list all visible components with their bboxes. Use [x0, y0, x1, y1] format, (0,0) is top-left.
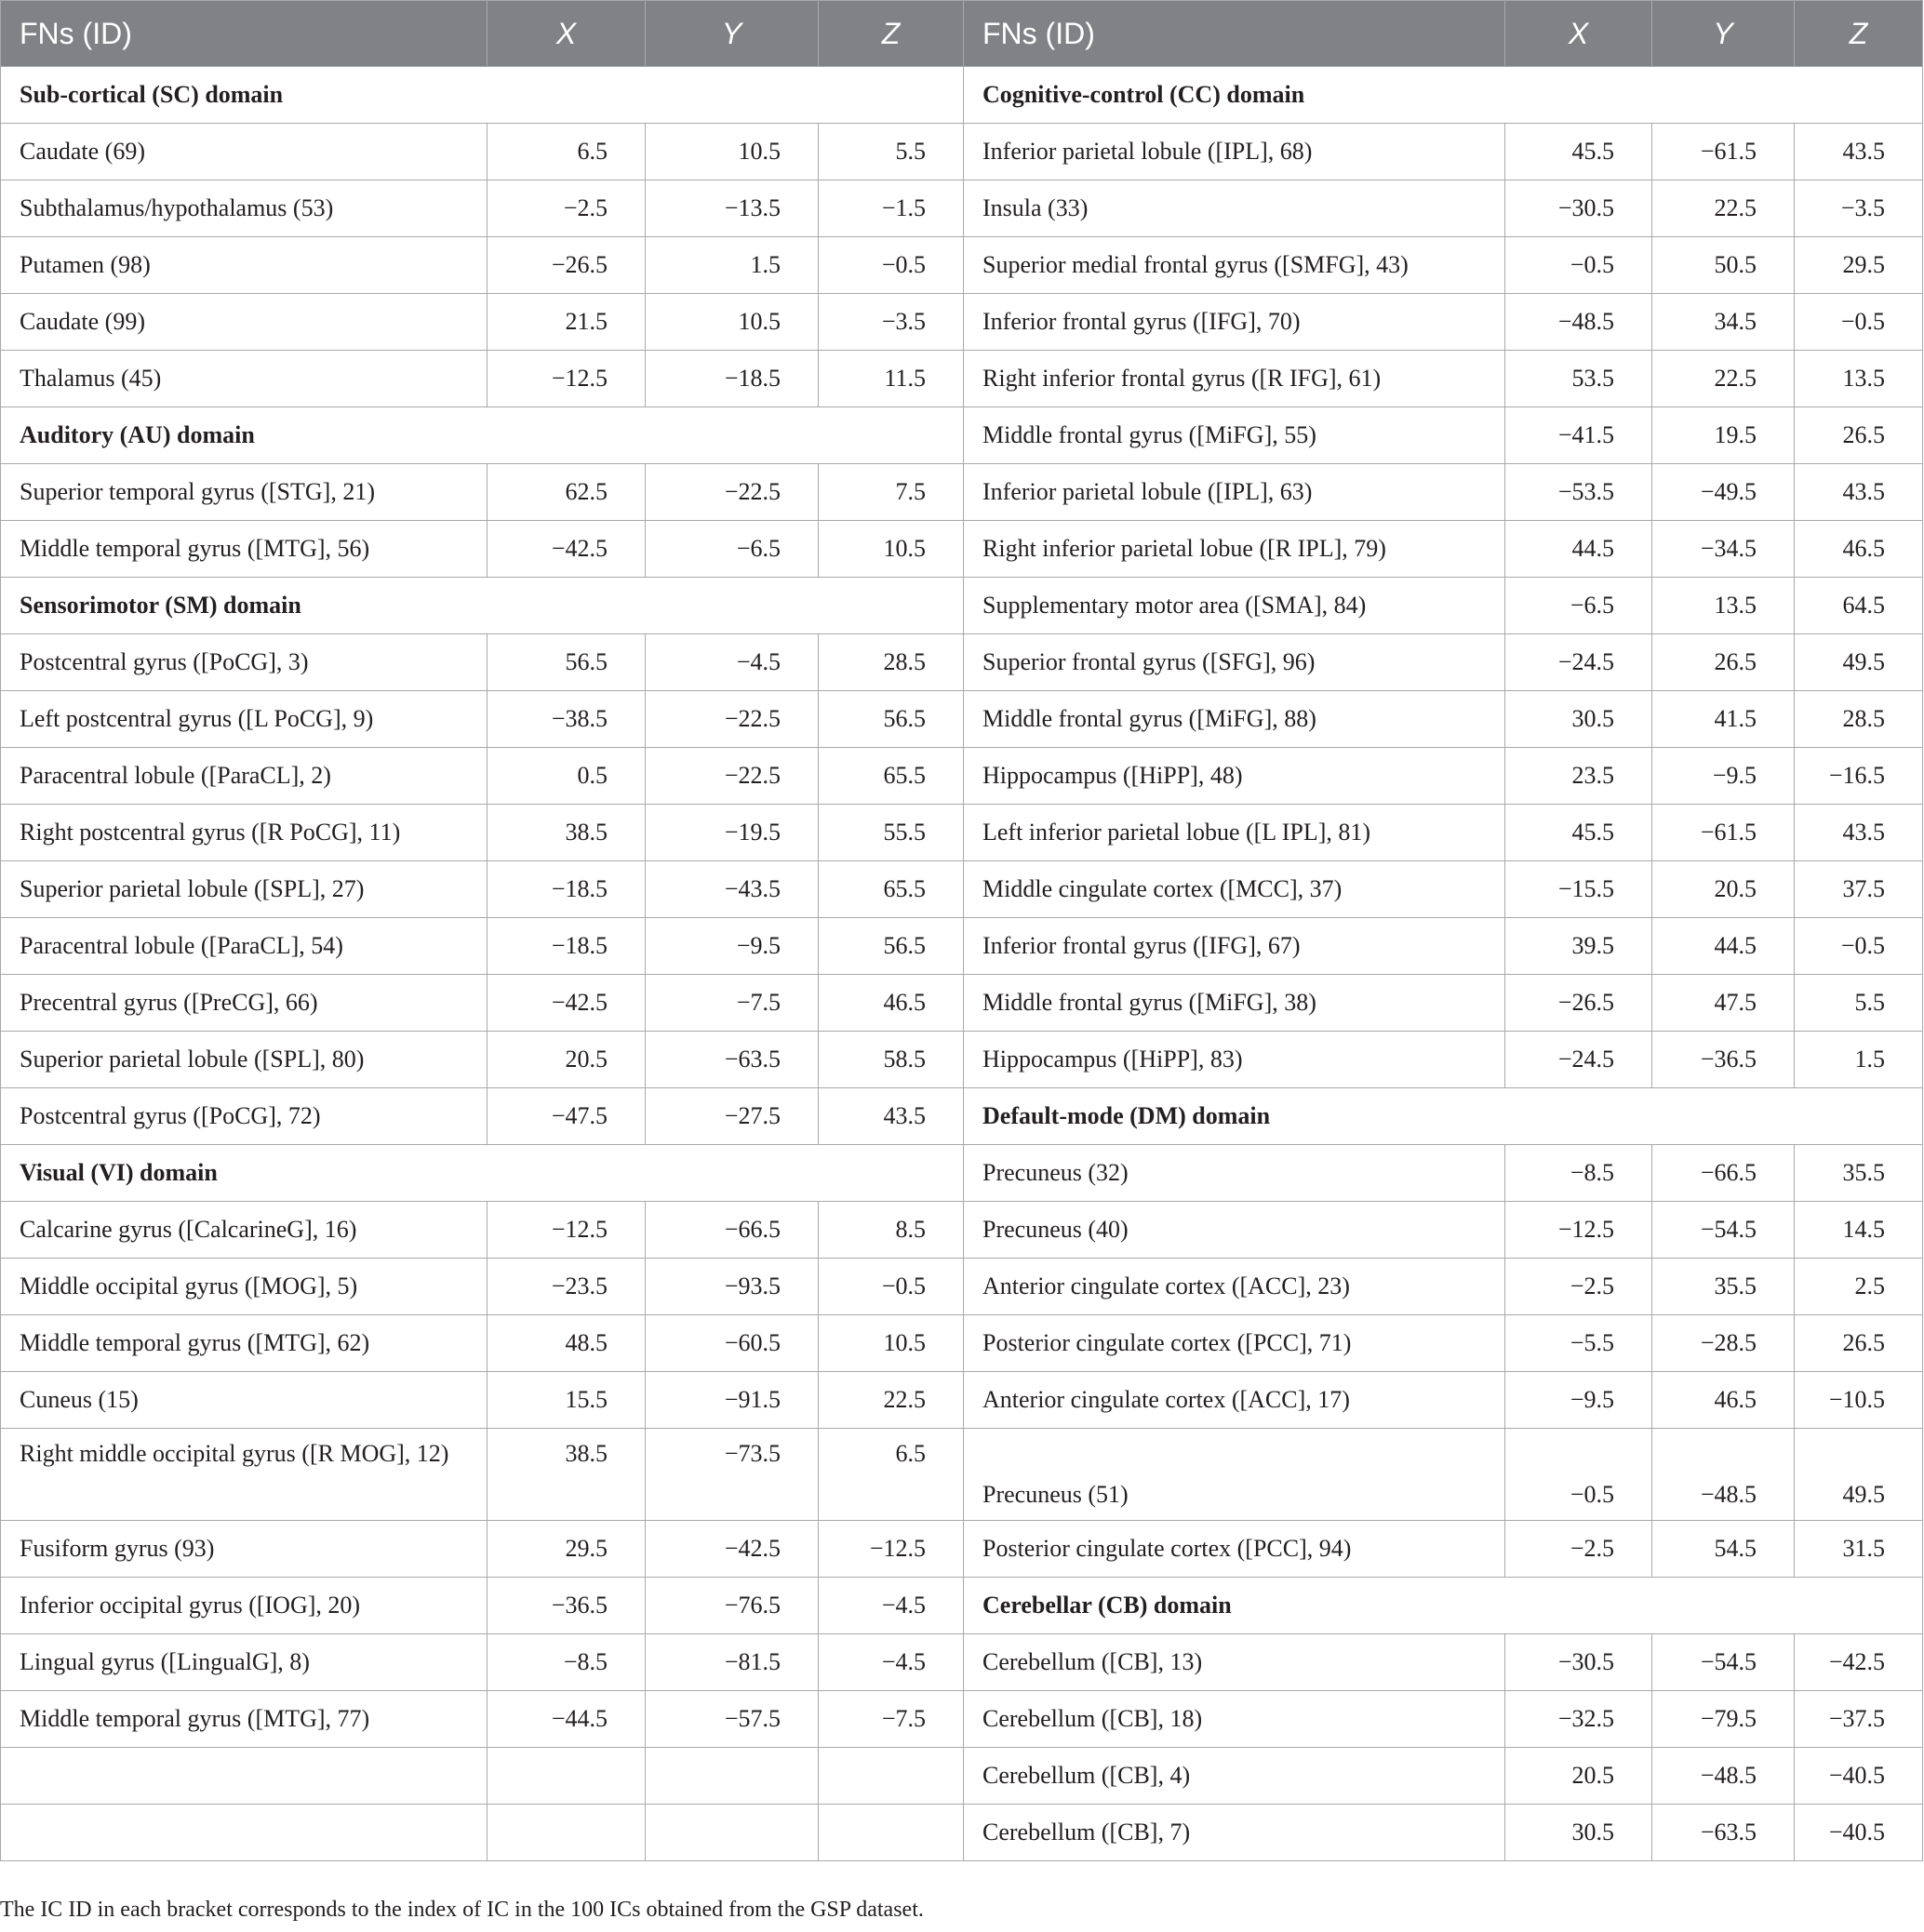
x-cell: −42.5 — [488, 521, 646, 578]
table-row — [1, 861, 1923, 918]
fn-name-cell: Fusiform gyrus (93) — [1, 1521, 488, 1578]
x-cell: −12.5 — [488, 351, 646, 407]
fn-name-cell: Right middle occipital gyrus ([R MOG], 12) — [1, 1429, 488, 1521]
x-cell: −38.5 — [488, 691, 646, 748]
x-cell: −24.5 — [1505, 634, 1652, 691]
table-footnote: The IC ID in each bracket corresponds to the index of IC in the 100 ICs obtained from the GSP dataset. — [0, 1898, 924, 1922]
x-cell: −44.5 — [488, 1691, 646, 1748]
y-cell: −43.5 — [646, 861, 819, 918]
y-cell: 26.5 — [1652, 634, 1795, 691]
header-fns-left: FNs (ID) — [1, 1, 488, 67]
x-cell — [488, 1805, 646, 1861]
table-row — [1, 464, 1923, 521]
table-row — [1, 634, 1923, 691]
fn-name-cell: Posterior cingulate cortex ([PCC], 94) — [964, 1521, 1505, 1578]
z-cell: 2.5 — [1795, 1259, 1923, 1315]
x-cell: −36.5 — [488, 1578, 646, 1634]
x-cell: 62.5 — [488, 464, 646, 521]
table-row — [1, 1202, 1923, 1259]
z-cell: −0.5 — [1795, 294, 1923, 351]
z-cell: 49.5 — [1795, 634, 1923, 691]
y-cell: −61.5 — [1652, 805, 1795, 861]
x-cell: −8.5 — [488, 1634, 646, 1691]
z-cell: −40.5 — [1795, 1748, 1923, 1805]
header-x-left: X — [488, 1, 646, 67]
table-row — [1, 1145, 1923, 1202]
table-row — [1, 805, 1923, 861]
fn-name-cell: Lingual gyrus ([LingualG], 8) — [1, 1634, 488, 1691]
z-cell: −3.5 — [1795, 180, 1923, 237]
y-cell: −63.5 — [1652, 1805, 1795, 1861]
table-row — [1, 691, 1923, 748]
fn-name-cell: Calcarine gyrus ([CalcarineG], 16) — [1, 1202, 488, 1259]
y-cell: −6.5 — [646, 521, 819, 578]
z-cell: −12.5 — [819, 1521, 964, 1578]
x-cell: 56.5 — [488, 634, 646, 691]
domain-heading: Auditory (AU) domain — [1, 407, 964, 464]
fn-name-cell: Precentral gyrus ([PreCG], 66) — [1, 975, 488, 1032]
fn-name-cell — [1, 1805, 488, 1861]
fn-name-cell: Paracentral lobule ([ParaCL], 54) — [1, 918, 488, 975]
domain-heading: Default-mode (DM) domain — [964, 1088, 1923, 1145]
fn-name-cell: Middle temporal gyrus ([MTG], 62) — [1, 1315, 488, 1372]
fn-name-cell: Precuneus (51) — [964, 1429, 1505, 1521]
y-cell: −48.5 — [1652, 1748, 1795, 1805]
table-row — [1, 521, 1923, 578]
fn-name-cell: Left postcentral gyrus ([L PoCG], 9) — [1, 691, 488, 748]
z-cell: 5.5 — [1795, 975, 1923, 1032]
x-cell: −26.5 — [1505, 975, 1652, 1032]
z-cell: 64.5 — [1795, 578, 1923, 634]
domain-heading: Sub-cortical (SC) domain — [1, 67, 964, 124]
fn-name-cell: Middle cingulate cortex ([MCC], 37) — [964, 861, 1505, 918]
fn-name-cell: Precuneus (32) — [964, 1145, 1505, 1202]
x-cell: −12.5 — [488, 1202, 646, 1259]
y-cell: −34.5 — [1652, 521, 1795, 578]
fn-name-cell: Right inferior frontal gyrus ([R IFG], 61) — [964, 351, 1505, 407]
x-cell: 20.5 — [488, 1032, 646, 1088]
z-cell: 8.5 — [819, 1202, 964, 1259]
z-cell — [819, 1805, 964, 1861]
y-cell: −4.5 — [646, 634, 819, 691]
y-cell: −76.5 — [646, 1578, 819, 1634]
x-cell: 44.5 — [1505, 521, 1652, 578]
z-cell: −7.5 — [819, 1691, 964, 1748]
fn-name-cell: Postcentral gyrus ([PoCG], 72) — [1, 1088, 488, 1145]
y-cell: −60.5 — [646, 1315, 819, 1372]
table-row — [1, 1429, 1923, 1521]
y-cell: −57.5 — [646, 1691, 819, 1748]
z-cell: 46.5 — [1795, 521, 1923, 578]
z-cell: 7.5 — [819, 464, 964, 521]
y-cell: −49.5 — [1652, 464, 1795, 521]
table-row — [1, 1578, 1923, 1634]
z-cell: 10.5 — [819, 1315, 964, 1372]
z-cell: 26.5 — [1795, 407, 1923, 464]
z-cell: 13.5 — [1795, 351, 1923, 407]
y-cell: 22.5 — [1652, 180, 1795, 237]
y-cell: −9.5 — [646, 918, 819, 975]
table-row — [1, 351, 1923, 407]
y-cell: 44.5 — [1652, 918, 1795, 975]
x-cell: −30.5 — [1505, 180, 1652, 237]
x-cell: −23.5 — [488, 1259, 646, 1315]
fn-name-cell: Inferior frontal gyrus ([IFG], 67) — [964, 918, 1505, 975]
z-cell: −0.5 — [819, 237, 964, 294]
header-fns-right: FNs (ID) — [964, 1, 1505, 67]
z-cell: 65.5 — [819, 748, 964, 805]
x-cell: 0.5 — [488, 748, 646, 805]
x-cell: 45.5 — [1505, 124, 1652, 180]
fn-name-cell: Middle temporal gyrus ([MTG], 77) — [1, 1691, 488, 1748]
x-cell: 23.5 — [1505, 748, 1652, 805]
y-cell: −66.5 — [646, 1202, 819, 1259]
table-row — [1, 975, 1923, 1032]
header-row — [1, 1, 1923, 67]
x-cell: −42.5 — [488, 975, 646, 1032]
x-cell: 15.5 — [488, 1372, 646, 1429]
table-row — [1, 180, 1923, 237]
z-cell: 11.5 — [819, 351, 964, 407]
table-row — [1, 748, 1923, 805]
x-cell — [488, 1748, 646, 1805]
z-cell: 55.5 — [819, 805, 964, 861]
y-cell: −9.5 — [1652, 748, 1795, 805]
y-cell: −13.5 — [646, 180, 819, 237]
fn-name-cell: Cerebellum ([CB], 4) — [964, 1748, 1505, 1805]
fn-name-cell: Inferior occipital gyrus ([IOG], 20) — [1, 1578, 488, 1634]
fn-name-cell: Caudate (99) — [1, 294, 488, 351]
header-z-right: Z — [1795, 1, 1923, 67]
x-cell: −24.5 — [1505, 1032, 1652, 1088]
x-cell: −26.5 — [488, 237, 646, 294]
z-cell: 28.5 — [819, 634, 964, 691]
z-cell: 46.5 — [819, 975, 964, 1032]
z-cell: 6.5 — [819, 1429, 964, 1521]
z-cell: 22.5 — [819, 1372, 964, 1429]
table-row — [1, 407, 1923, 464]
table-row — [1, 1032, 1923, 1088]
fn-name-cell: Hippocampus ([HiPP], 48) — [964, 748, 1505, 805]
x-cell: −18.5 — [488, 861, 646, 918]
y-cell: −27.5 — [646, 1088, 819, 1145]
fn-name-cell: Subthalamus/hypothalamus (53) — [1, 180, 488, 237]
header-y-right: Y — [1652, 1, 1795, 67]
z-cell: 43.5 — [819, 1088, 964, 1145]
y-cell: −36.5 — [1652, 1032, 1795, 1088]
y-cell — [646, 1748, 819, 1805]
y-cell: −54.5 — [1652, 1202, 1795, 1259]
x-cell: −5.5 — [1505, 1315, 1652, 1372]
y-cell: −63.5 — [646, 1032, 819, 1088]
y-cell: −54.5 — [1652, 1634, 1795, 1691]
z-cell: −4.5 — [819, 1634, 964, 1691]
domain-heading: Cerebellar (CB) domain — [964, 1578, 1923, 1634]
y-cell: 22.5 — [1652, 351, 1795, 407]
y-cell: −93.5 — [646, 1259, 819, 1315]
x-cell: −0.5 — [1505, 237, 1652, 294]
table-row — [1, 1521, 1923, 1578]
domain-heading: Visual (VI) domain — [1, 1145, 964, 1202]
z-cell: −0.5 — [1795, 918, 1923, 975]
fn-name-cell: Middle frontal gyrus ([MiFG], 88) — [964, 691, 1505, 748]
fn-name-cell: Left inferior parietal lobue ([L IPL], 81) — [964, 805, 1505, 861]
table-row — [1, 124, 1923, 180]
z-cell: 58.5 — [819, 1032, 964, 1088]
x-cell: −41.5 — [1505, 407, 1652, 464]
fn-name-cell: Insula (33) — [964, 180, 1505, 237]
fn-name-cell: Inferior parietal lobule ([IPL], 63) — [964, 464, 1505, 521]
z-cell: 43.5 — [1795, 464, 1923, 521]
z-cell: 65.5 — [819, 861, 964, 918]
fn-name-cell: Posterior cingulate cortex ([PCC], 71) — [964, 1315, 1505, 1372]
x-cell: 29.5 — [488, 1521, 646, 1578]
fn-name-cell: Anterior cingulate cortex ([ACC], 17) — [964, 1372, 1505, 1429]
x-cell: −0.5 — [1505, 1429, 1652, 1521]
fn-name-cell: Cerebellum ([CB], 18) — [964, 1691, 1505, 1748]
domain-heading: Sensorimotor (SM) domain — [1, 578, 964, 634]
fn-name-cell: Inferior parietal lobule ([IPL], 68) — [964, 124, 1505, 180]
y-cell: −7.5 — [646, 975, 819, 1032]
fn-name-cell: Putamen (98) — [1, 237, 488, 294]
x-cell: 21.5 — [488, 294, 646, 351]
table-row — [1, 237, 1923, 294]
y-cell: −22.5 — [646, 464, 819, 521]
z-cell: 31.5 — [1795, 1521, 1923, 1578]
y-cell: −19.5 — [646, 805, 819, 861]
table-row — [1, 1748, 1923, 1805]
table-row — [1, 578, 1923, 634]
y-cell: −28.5 — [1652, 1315, 1795, 1372]
fn-name-cell: Superior parietal lobule ([SPL], 80) — [1, 1032, 488, 1088]
fn-name-cell: Superior temporal gyrus ([STG], 21) — [1, 464, 488, 521]
z-cell: −0.5 — [819, 1259, 964, 1315]
z-cell: −1.5 — [819, 180, 964, 237]
x-cell: −12.5 — [1505, 1202, 1652, 1259]
x-cell: −6.5 — [1505, 578, 1652, 634]
x-cell: −18.5 — [488, 918, 646, 975]
z-cell: 10.5 — [819, 521, 964, 578]
y-cell: 34.5 — [1652, 294, 1795, 351]
y-cell: 13.5 — [1652, 578, 1795, 634]
fn-name-cell: Postcentral gyrus ([PoCG], 3) — [1, 634, 488, 691]
z-cell: 56.5 — [819, 691, 964, 748]
y-cell: −48.5 — [1652, 1429, 1795, 1521]
x-cell: −47.5 — [488, 1088, 646, 1145]
z-cell: 43.5 — [1795, 124, 1923, 180]
z-cell: 35.5 — [1795, 1145, 1923, 1202]
z-cell — [819, 1748, 964, 1805]
table-row — [1, 1634, 1923, 1691]
header-x-right: X — [1505, 1, 1652, 67]
y-cell: −18.5 — [646, 351, 819, 407]
z-cell: 56.5 — [819, 918, 964, 975]
table-row — [1, 1315, 1923, 1372]
x-cell: 53.5 — [1505, 351, 1652, 407]
fn-name-cell: Middle frontal gyrus ([MiFG], 38) — [964, 975, 1505, 1032]
fn-name-cell: Inferior frontal gyrus ([IFG], 70) — [964, 294, 1505, 351]
y-cell: 41.5 — [1652, 691, 1795, 748]
x-cell: −2.5 — [1505, 1259, 1652, 1315]
y-cell: 54.5 — [1652, 1521, 1795, 1578]
z-cell: −3.5 — [819, 294, 964, 351]
z-cell: 28.5 — [1795, 691, 1923, 748]
z-cell: 1.5 — [1795, 1032, 1923, 1088]
z-cell: −42.5 — [1795, 1634, 1923, 1691]
z-cell: 29.5 — [1795, 237, 1923, 294]
y-cell: −42.5 — [646, 1521, 819, 1578]
y-cell: 46.5 — [1652, 1372, 1795, 1429]
x-cell: 48.5 — [488, 1315, 646, 1372]
y-cell: −22.5 — [646, 748, 819, 805]
z-cell: 5.5 — [819, 124, 964, 180]
x-cell: −8.5 — [1505, 1145, 1652, 1202]
z-cell: −10.5 — [1795, 1372, 1923, 1429]
fn-name-cell: Hippocampus ([HiPP], 83) — [964, 1032, 1505, 1088]
x-cell: 30.5 — [1505, 1805, 1652, 1861]
y-cell: 50.5 — [1652, 237, 1795, 294]
fn-name-cell: Cuneus (15) — [1, 1372, 488, 1429]
x-cell: 30.5 — [1505, 691, 1652, 748]
fn-name-cell: Middle occipital gyrus ([MOG], 5) — [1, 1259, 488, 1315]
y-cell: 47.5 — [1652, 975, 1795, 1032]
fn-name-cell: Middle frontal gyrus ([MiFG], 55) — [964, 407, 1505, 464]
fn-name-cell: Anterior cingulate cortex ([ACC], 23) — [964, 1259, 1505, 1315]
fn-name-cell: Superior frontal gyrus ([SFG], 96) — [964, 634, 1505, 691]
x-cell: −32.5 — [1505, 1691, 1652, 1748]
z-cell: −37.5 — [1795, 1691, 1923, 1748]
table-row — [1, 1691, 1923, 1748]
header-y-left: Y — [646, 1, 819, 67]
x-cell: 39.5 — [1505, 918, 1652, 975]
fn-name-cell: Superior parietal lobule ([SPL], 27) — [1, 861, 488, 918]
domain-heading: Cognitive-control (CC) domain — [964, 67, 1923, 124]
z-cell: 14.5 — [1795, 1202, 1923, 1259]
table-row — [1, 1088, 1923, 1145]
fn-name-cell: Supplementary motor area ([SMA], 84) — [964, 578, 1505, 634]
fn-name-cell: Precuneus (40) — [964, 1202, 1505, 1259]
table-row — [1, 67, 1923, 124]
y-cell: −79.5 — [1652, 1691, 1795, 1748]
fn-name-cell: Thalamus (45) — [1, 351, 488, 407]
z-cell: −40.5 — [1795, 1805, 1923, 1861]
x-cell: −53.5 — [1505, 464, 1652, 521]
y-cell: −66.5 — [1652, 1145, 1795, 1202]
y-cell: −91.5 — [646, 1372, 819, 1429]
y-cell: 20.5 — [1652, 861, 1795, 918]
table-row — [1, 1372, 1923, 1429]
z-cell: −16.5 — [1795, 748, 1923, 805]
table-row — [1, 1259, 1923, 1315]
y-cell: −73.5 — [646, 1429, 819, 1521]
y-cell: −61.5 — [1652, 124, 1795, 180]
x-cell: 38.5 — [488, 1429, 646, 1521]
table-row — [1, 918, 1923, 975]
y-cell: 10.5 — [646, 124, 819, 180]
fn-name-cell: Right postcentral gyrus ([R PoCG], 11) — [1, 805, 488, 861]
x-cell: −2.5 — [488, 180, 646, 237]
y-cell: 35.5 — [1652, 1259, 1795, 1315]
y-cell: 10.5 — [646, 294, 819, 351]
x-cell: −2.5 — [1505, 1521, 1652, 1578]
z-cell: 49.5 — [1795, 1429, 1923, 1521]
fn-name-cell: Superior medial frontal gyrus ([SMFG], 43) — [964, 237, 1505, 294]
x-cell: −9.5 — [1505, 1372, 1652, 1429]
header-z-left: Z — [819, 1, 964, 67]
y-cell — [646, 1805, 819, 1861]
fn-name-cell: Middle temporal gyrus ([MTG], 56) — [1, 521, 488, 578]
z-cell: −4.5 — [819, 1578, 964, 1634]
x-cell: 20.5 — [1505, 1748, 1652, 1805]
z-cell: 37.5 — [1795, 861, 1923, 918]
y-cell: −81.5 — [646, 1634, 819, 1691]
z-cell: 26.5 — [1795, 1315, 1923, 1372]
table-row — [1, 1805, 1923, 1861]
x-cell: −30.5 — [1505, 1634, 1652, 1691]
fn-name-cell — [1, 1748, 488, 1805]
y-cell: 19.5 — [1652, 407, 1795, 464]
fn-name-cell: Cerebellum ([CB], 7) — [964, 1805, 1505, 1861]
x-cell: 38.5 — [488, 805, 646, 861]
x-cell: 45.5 — [1505, 805, 1652, 861]
fn-name-cell: Cerebellum ([CB], 13) — [964, 1634, 1505, 1691]
fn-name-cell: Paracentral lobule ([ParaCL], 2) — [1, 748, 488, 805]
x-cell: −15.5 — [1505, 861, 1652, 918]
z-cell: 43.5 — [1795, 805, 1923, 861]
y-cell: −22.5 — [646, 691, 819, 748]
x-cell: −48.5 — [1505, 294, 1652, 351]
x-cell: 6.5 — [488, 124, 646, 180]
fn-name-cell: Right inferior parietal lobue ([R IPL], 79) — [964, 521, 1505, 578]
fn-name-cell: Caudate (69) — [1, 124, 488, 180]
table-row — [1, 294, 1923, 351]
y-cell: 1.5 — [646, 237, 819, 294]
